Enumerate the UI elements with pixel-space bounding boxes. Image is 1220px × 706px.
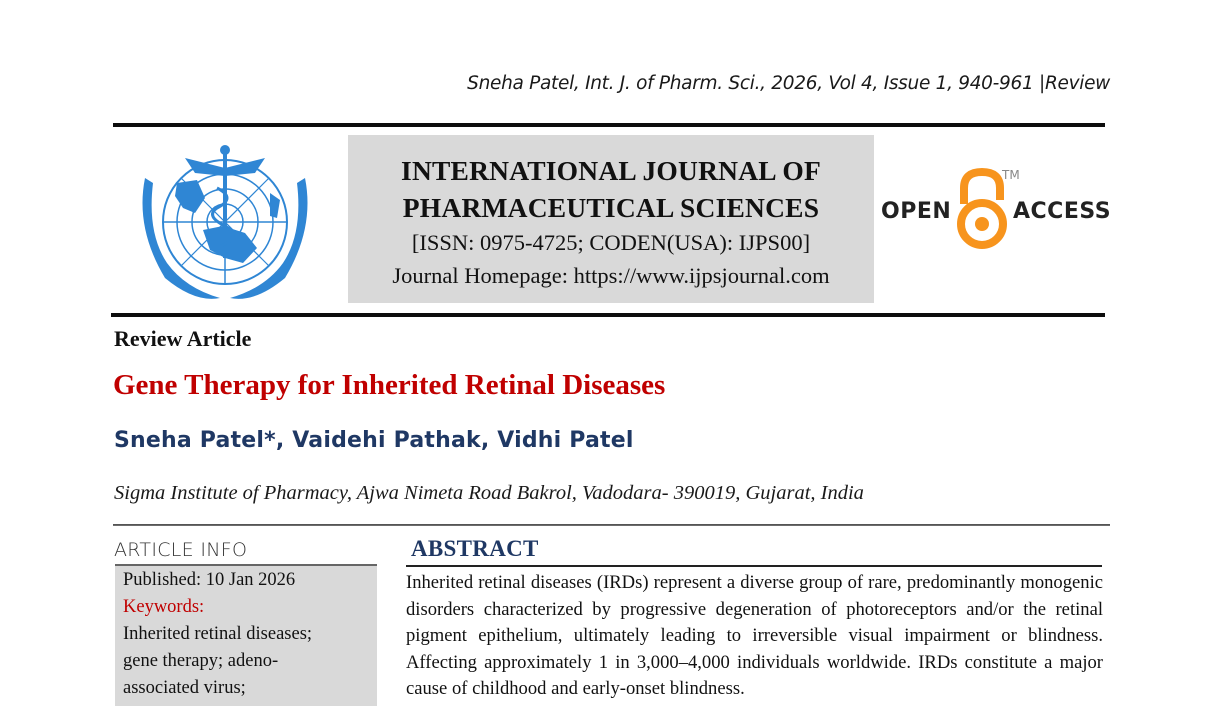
published-date: Published: 10 Jan 2026 xyxy=(123,570,296,590)
abstract-body: Inherited retinal diseases (IRDs) represent a diverse group of rare, predominantly monogenic disorders characterized by progressive degeneration of photoreceptors and/or the retinal pigment epithelium, ultimately leading to irreversible visual impairment or blindness. Affecting approximately 1 in 3,000–4,000 individuals worldwide. IRDs constitute a major cause of childhood and early-onset blindness. xyxy=(406,572,1103,699)
masthead-bottom-rule xyxy=(111,313,1105,317)
abstract-heading-rule xyxy=(406,565,1102,567)
journal-name-line2: PHARMACEUTICAL SCIENCES xyxy=(402,192,820,223)
affiliation-divider xyxy=(113,524,1110,526)
article-title: Gene Therapy for Inherited Retinal Diseases xyxy=(113,369,666,401)
keyword-line: Inherited retinal diseases; xyxy=(123,624,313,644)
keyword-line: gene therapy; adeno- xyxy=(123,651,279,671)
open-access-trademark: TM xyxy=(1002,168,1020,182)
journal-emblem-icon xyxy=(125,138,325,306)
article-info-panel xyxy=(115,564,377,706)
abstract-heading: ABSTRACT xyxy=(411,536,539,561)
journal-name-line1: INTERNATIONAL JOURNAL OF xyxy=(401,155,821,186)
keyword-line: associated virus; xyxy=(123,678,246,698)
open-access-access-text: ACCESS xyxy=(1013,199,1112,224)
journal-issn: [ISSN: 0975-4725; CODEN(USA): IJPS00] xyxy=(411,230,811,255)
author-affiliation: Sigma Institute of Pharmacy, Ajwa Nimeta Road Bakrol, Vadodara- 390019, Gujarat, India xyxy=(114,482,864,504)
article-authors: Sneha Patel*, Vaidehi Pathak, Vidhi Patel xyxy=(114,428,634,453)
running-header-citation: Sneha Patel, Int. J. of Pharm. Sci., 2026, Vol 4, Issue 1, 940-961 |Review xyxy=(467,73,1110,94)
keywords-label: Keywords: xyxy=(123,597,205,617)
journal-masthead-box xyxy=(348,135,874,303)
article-type: Review Article xyxy=(114,326,252,351)
article-info-heading: ARTICLE INFO xyxy=(114,539,248,561)
masthead-top-rule xyxy=(113,123,1105,127)
journal-homepage-link[interactable]: Journal Homepage: https://www.ijpsjournal.com xyxy=(392,263,830,288)
open-access-open-text: OPEN xyxy=(881,199,952,224)
